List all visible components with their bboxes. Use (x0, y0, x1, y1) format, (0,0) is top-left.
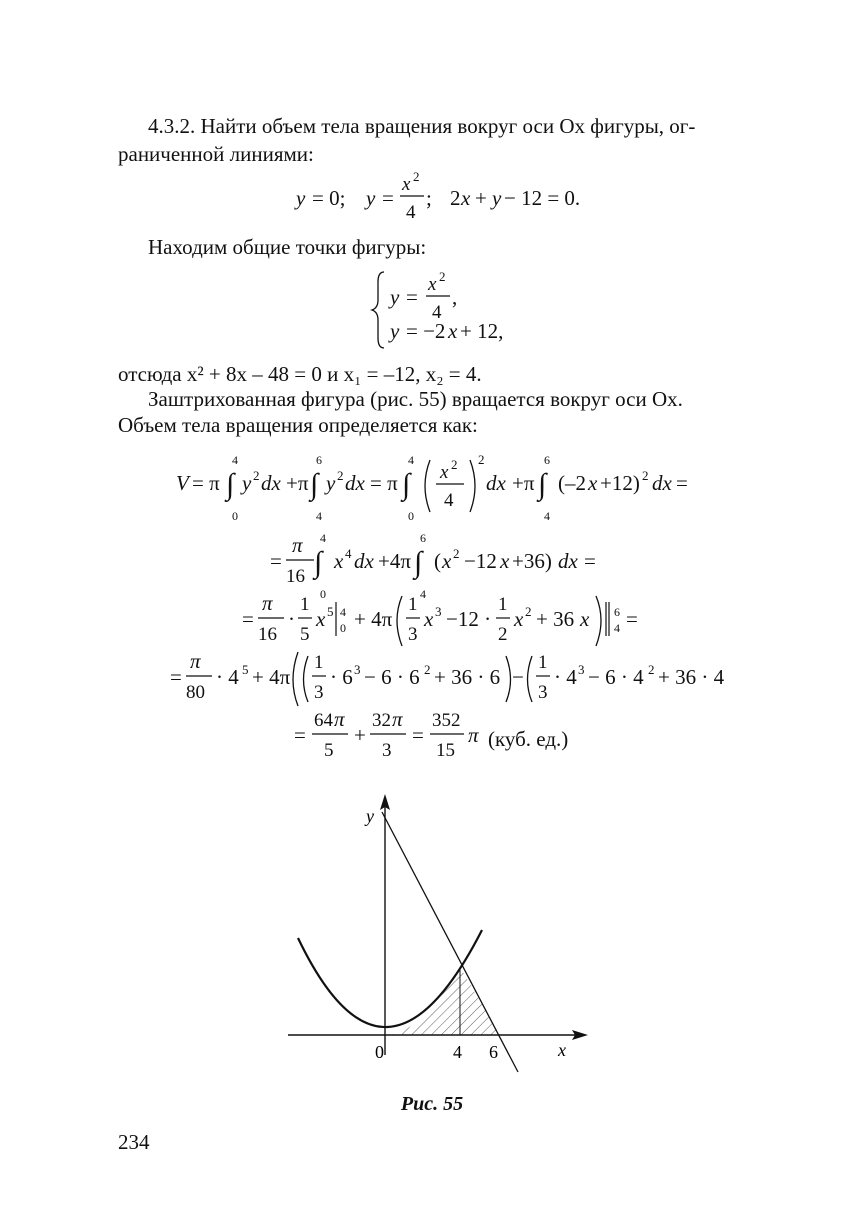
svg-text:4: 4 (614, 621, 620, 635)
svg-text:x: x (402, 174, 411, 195)
svg-text:y: y (242, 471, 252, 495)
svg-text:0: 0 (232, 509, 238, 523)
svg-text:∫: ∫ (414, 546, 423, 579)
svg-text:x: x (442, 549, 452, 573)
problem-statement-cont (118, 140, 758, 168)
computation-line2 (270, 531, 596, 601)
svg-text:y: y (390, 319, 400, 343)
svg-text:3: 3 (538, 682, 548, 703)
svg-text:4: 4 (444, 490, 454, 511)
svg-text:+ 4π: + 4π (252, 665, 291, 689)
svg-text:4: 4 (320, 531, 326, 545)
svg-text:3: 3 (408, 624, 418, 645)
svg-text:+12): +12) (600, 471, 640, 495)
figure-55-plot (270, 790, 600, 1090)
svg-text:− 12 = 0.: − 12 = 0. (504, 186, 581, 210)
svg-text:∫: ∫ (310, 468, 319, 501)
tick-label-4: 4 (453, 1042, 462, 1062)
svg-text:x: x (334, 549, 344, 573)
svg-text:2: 2 (453, 546, 460, 561)
svg-text:dx: dx (354, 549, 374, 573)
svg-text:5: 5 (327, 604, 334, 619)
svg-text:π: π (292, 533, 303, 557)
svg-text:4: 4 (345, 546, 352, 561)
svg-text:y: y (492, 186, 502, 210)
svg-text:4: 4 (406, 202, 416, 223)
svg-text:=: = (242, 607, 254, 631)
svg-text:−12: −12 (464, 549, 497, 573)
svg-text:0: 0 (340, 621, 346, 635)
svg-text:− 6 · 4: − 6 · 4 (588, 665, 644, 689)
svg-text:3: 3 (382, 740, 392, 761)
svg-text:· 4: · 4 (554, 665, 577, 689)
svg-text:1: 1 (314, 652, 324, 673)
svg-text:+ 12,: + 12, (460, 319, 504, 343)
svg-text:= π: = π (192, 471, 220, 495)
svg-text:−12 ·: −12 · (446, 607, 492, 631)
svg-text:(–2: (–2 (558, 471, 586, 495)
svg-text:=: = (270, 549, 282, 573)
find-points-text: Находим общие точки фигуры: (148, 235, 427, 259)
volume-units: (куб. ед.) (488, 727, 569, 751)
svg-text:dx: dx (486, 471, 506, 495)
svg-text:y: y (366, 186, 376, 210)
hatched-text-line1: Заштрихованная фигура (рис. 55) вращается вокруг оси Ox. (148, 387, 683, 411)
svg-text:3: 3 (354, 662, 361, 677)
svg-text:= π: = π (370, 471, 398, 495)
svg-text:=: = (626, 607, 638, 631)
svg-text:+π: +π (512, 471, 535, 495)
svg-text:2: 2 (498, 624, 508, 645)
svg-text:=: = (584, 549, 596, 573)
svg-text:·: · (288, 607, 295, 631)
svg-text:5: 5 (242, 662, 249, 677)
svg-text:V: V (176, 471, 189, 495)
hatched-text-line2: Объем тела вращения определяется как: (118, 413, 478, 437)
svg-text:=: = (382, 186, 394, 210)
svg-text:2: 2 (253, 468, 260, 483)
svg-text:dx: dx (558, 549, 578, 573)
svg-text:4: 4 (316, 509, 322, 523)
svg-text:y: y (390, 285, 400, 309)
computation-line5 (294, 707, 479, 761)
page-number: 234 (118, 1130, 150, 1154)
svg-text:+ 36: + 36 (536, 607, 575, 631)
svg-text:64: 64 (314, 710, 333, 731)
problem-text-line2: раниченной линиями: (118, 142, 314, 166)
svg-text:+ 4π: + 4π (354, 607, 393, 631)
svg-text:∫: ∫ (226, 468, 235, 501)
svg-text:+ 36 · 6: + 36 · 6 (434, 665, 501, 689)
svg-text:(: ( (434, 549, 441, 573)
problem-statement (148, 112, 768, 140)
svg-text:x: x (428, 274, 437, 295)
svg-text:16: 16 (258, 624, 277, 645)
problem-text-line1: 4.3.2. Найти объем тела вращения вокруг оси Ox фигуры, ог- (148, 114, 696, 138)
svg-text:x: x (500, 549, 510, 573)
svg-text:= −2: = −2 (406, 319, 446, 343)
svg-text:6: 6 (316, 453, 322, 467)
svg-text:;: ; (426, 186, 432, 210)
svg-text:2: 2 (525, 604, 532, 619)
svg-text:=: = (294, 723, 306, 747)
y-axis-label: y (366, 806, 374, 826)
svg-text:=: = (676, 471, 688, 495)
svg-text:π: π (468, 723, 479, 747)
svg-text:x: x (424, 607, 434, 631)
svg-text:2: 2 (451, 457, 458, 472)
tick-label-6: 6 (489, 1042, 498, 1062)
svg-text:+: + (354, 723, 366, 747)
svg-text:16: 16 (286, 566, 305, 587)
svg-text:0: 0 (320, 587, 326, 601)
svg-text:π: π (262, 591, 273, 615)
svg-text:6: 6 (420, 531, 426, 545)
equation-system (370, 268, 530, 352)
svg-text:32: 32 (372, 710, 391, 731)
svg-text:y: y (296, 186, 306, 210)
svg-text:4: 4 (420, 587, 426, 601)
volume-computation (168, 444, 728, 774)
svg-text:+ 36 · 4: + 36 · 4 (658, 665, 725, 689)
svg-text:2: 2 (337, 468, 344, 483)
svg-text:· 6: · 6 (330, 665, 353, 689)
svg-text:2: 2 (413, 169, 420, 184)
svg-text:=: = (406, 285, 418, 309)
svg-text:−: − (512, 665, 524, 689)
svg-text:=: = (412, 723, 424, 747)
svg-text:6: 6 (614, 605, 620, 619)
svg-text:1: 1 (498, 594, 508, 615)
svg-text:· 4: · 4 (216, 665, 239, 689)
svg-text:+π: +π (286, 471, 309, 495)
svg-text:dx: dx (345, 471, 365, 495)
svg-text:2: 2 (648, 662, 655, 677)
svg-text:− 6 · 6: − 6 · 6 (364, 665, 420, 689)
computation-line3 (242, 591, 638, 646)
svg-text:π: π (392, 707, 403, 731)
svg-text:4: 4 (340, 605, 346, 619)
svg-text:4: 4 (408, 453, 414, 467)
svg-text:x: x (448, 319, 458, 343)
x-axis-label: x (558, 1040, 566, 1060)
hence-text: отсюда x² + 8x – 48 = 0 и x₁ = –12, x₂ = 4. (118, 362, 482, 386)
svg-text:+: + (475, 186, 487, 210)
svg-text:4: 4 (232, 453, 238, 467)
svg-text:dx: dx (261, 471, 281, 495)
computation-line4 (170, 649, 728, 706)
svg-text:2: 2 (478, 452, 485, 467)
svg-text:0: 0 (408, 509, 414, 523)
computation-line1 (176, 452, 688, 523)
svg-text:2: 2 (439, 269, 446, 284)
svg-text:y: y (326, 471, 336, 495)
svg-text:= 0;: = 0; (312, 186, 346, 210)
svg-text:x: x (440, 462, 449, 483)
svg-text:dx: dx (652, 471, 672, 495)
svg-text:80: 80 (186, 682, 205, 703)
svg-text:2: 2 (424, 662, 431, 677)
svg-text:x: x (514, 607, 524, 631)
svg-text:1: 1 (300, 594, 310, 615)
svg-text:3: 3 (435, 604, 442, 619)
svg-text:4: 4 (544, 509, 550, 523)
figure-caption: Рис. 55 (400, 1093, 464, 1115)
svg-text:2: 2 (450, 186, 461, 210)
svg-text:π: π (190, 649, 201, 673)
svg-text:1: 1 (408, 594, 418, 615)
svg-text:x: x (588, 471, 598, 495)
svg-text:π: π (334, 707, 345, 731)
svg-text:x: x (316, 607, 326, 631)
svg-text:3: 3 (314, 682, 324, 703)
svg-text:x: x (580, 607, 590, 631)
svg-text:6: 6 (544, 453, 550, 467)
svg-text:5: 5 (300, 624, 310, 645)
svg-text:,: , (452, 285, 458, 309)
svg-text:+36): +36) (512, 549, 552, 573)
svg-text:+4π: +4π (378, 549, 411, 573)
svg-text:4: 4 (432, 302, 442, 323)
svg-text:5: 5 (324, 740, 334, 761)
svg-text:∫: ∫ (402, 468, 411, 501)
svg-text:=: = (170, 665, 182, 689)
lines-equation (290, 168, 610, 226)
tick-label-0: 0 (375, 1042, 384, 1062)
svg-text:2: 2 (642, 468, 649, 483)
svg-text:x: x (461, 186, 471, 210)
svg-text:352: 352 (432, 710, 461, 731)
svg-text:∫: ∫ (538, 468, 547, 501)
svg-text:1: 1 (538, 652, 548, 673)
svg-text:15: 15 (436, 740, 455, 761)
svg-text:∫: ∫ (314, 546, 323, 579)
svg-text:3: 3 (578, 662, 585, 677)
